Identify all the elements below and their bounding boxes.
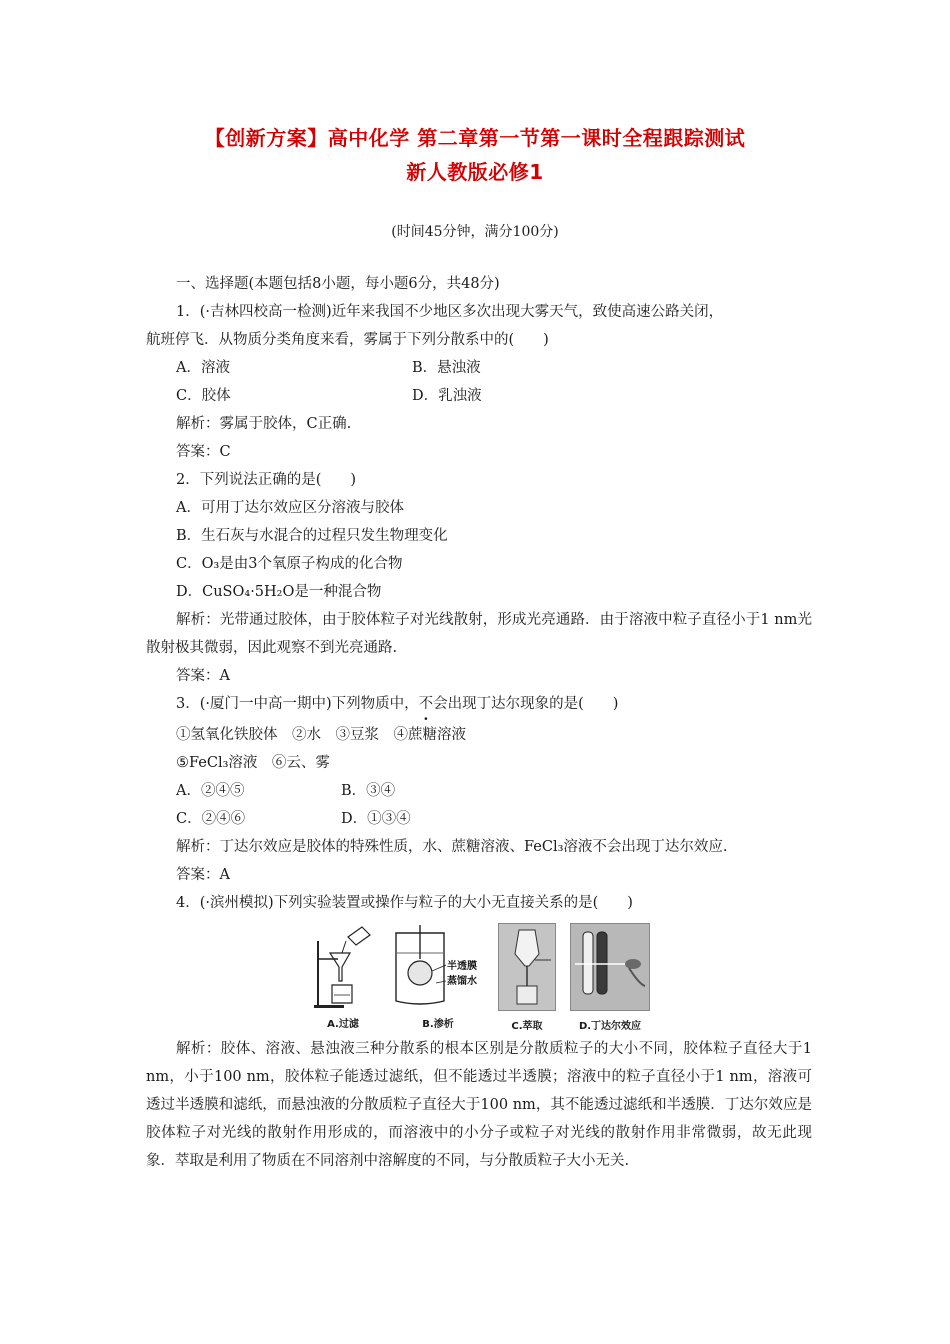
q3-option-d: D．①③④ (341, 811, 411, 827)
q3-analysis: 解析：丁达尔效应是胶体的特殊性质，水、蔗糖溶液、FeCl₃溶液不会出现丁达尔效应. (176, 839, 728, 855)
q1-option-c: C．胶体 (176, 388, 231, 404)
caption-dialysis: B.渗析 (422, 1019, 454, 1030)
time-score-note: (时间45分钟，满分100分) (391, 224, 559, 240)
section-heading: 一、选择题(本题包括8小题，每小题6分，共48分) (176, 276, 500, 292)
q3-option-c: C．②④⑥ (176, 811, 246, 827)
q2-option-a: A．可用丁达尔效应区分溶液与胶体 (176, 500, 404, 516)
document-body (146, 270, 812, 1175)
q3-stem (146, 690, 812, 718)
q2-analysis: 解析：光带通过胶体，由于胶体粒子对光线散射，形成光亮通路．由于溶液中粒子直径小于1 nm光散射极其微弱，因此观察不到光亮通路. (146, 612, 812, 656)
q1-options-row1 (146, 354, 812, 382)
dialysis-apparatus-icon (392, 923, 484, 1009)
document-title-line2: 新人教版必修1 (406, 160, 544, 184)
q3-option-a: A．②④⑤ (176, 783, 245, 799)
membrane-label: 半透膜 (447, 961, 477, 972)
caption-extraction: C.萃取 (511, 1021, 543, 1032)
tyndall-photo-icon (570, 923, 650, 1011)
q3-items-line1: ①氢氧化铁胶体 ②水 ③豆浆 ④蔗糖溶液 (176, 727, 466, 743)
q1-option-a: A．溶液 (176, 360, 230, 376)
figure-dialysis (392, 923, 484, 1039)
q3-answer: 答案：A (176, 867, 230, 883)
q1-stem-line1: 1．(·吉林四校高一检测)近年来我国不少地区多次出现大雾天气，致使高速公路关闭， (176, 304, 724, 320)
q1-option-d: D．乳浊液 (412, 388, 482, 404)
extraction-photo-icon (498, 923, 556, 1011)
figure-filtration (308, 923, 378, 1039)
water-label: 蒸馏水 (447, 976, 477, 987)
q2-option-c: C．O₃是由3个氧原子构成的化合物 (176, 556, 403, 572)
q1-analysis: 解析：雾属于胶体，C正确. (176, 416, 352, 432)
experiment-figure (146, 923, 812, 1032)
q3-stem-pre: 3．(·厦门一中高一期中)下列物质中， (176, 696, 419, 712)
filtration-apparatus-icon (308, 923, 378, 1009)
q3-options-row2 (146, 805, 812, 833)
q3-option-b: B．③④ (341, 783, 396, 799)
q2-option-d: D．CuSO₄·5H₂O是一种混合物 (176, 584, 382, 600)
q1-answer: 答案：C (176, 444, 231, 460)
q1-option-b: B．悬浊液 (412, 360, 481, 376)
q1-stem-line2: 航班停飞．从物质分类角度来看，雾属于下列分散系中的( ) (146, 332, 549, 348)
caption-tyndall: D.丁达尔效应 (578, 1021, 642, 1032)
figure-tyndall (570, 923, 650, 1041)
caption-filtration: A.过滤 (327, 1019, 359, 1030)
q1-options-row2 (146, 382, 812, 410)
q2-stem: 2．下列说法正确的是( ) (176, 472, 357, 488)
document-title-line1: 【创新方案】高中化学 第二章第一节第一课时全程跟踪测试 (204, 126, 746, 150)
q3-stem-post: 会出现丁达尔现象的是( ) (433, 696, 619, 712)
q2-option-b: B．生石灰与水混合的过程只发生物理变化 (176, 528, 448, 544)
q2-answer: 答案：A (176, 668, 230, 684)
q4-analysis: 解析：胶体、溶液、悬浊液三种分散系的根本区别是分散质粒子的大小不同，胶体粒子直径大于1 nm，小于100 nm，胶体粒子能透过滤纸，但不能透过半透膜；溶液中的粒子直径小于1 nm，溶液可透过半透膜和滤纸，而悬浊液的分散质粒子直径大于100 nm，其不能透过滤纸和半透膜．丁达尔效应是胶体粒子对光线的散射作用形成的，而溶液中的小分子或粒子对光线的散射作用非常微弱，故无此现象．萃取是利用了物质在不同溶剂中溶解度的不同，与分散质粒子大小无关. (146, 1041, 812, 1169)
q3-options-row1 (146, 777, 812, 805)
figure-extraction (498, 923, 556, 1041)
q3-items-line2: ⑤FeCl₃溶液 ⑥云、雾 (176, 755, 330, 771)
q3-stem-emphasis: 不 (418, 696, 434, 712)
q4-stem: 4．(·滨州模拟)下列实验装置或操作与粒子的大小无直接关系的是( ) (176, 895, 633, 911)
